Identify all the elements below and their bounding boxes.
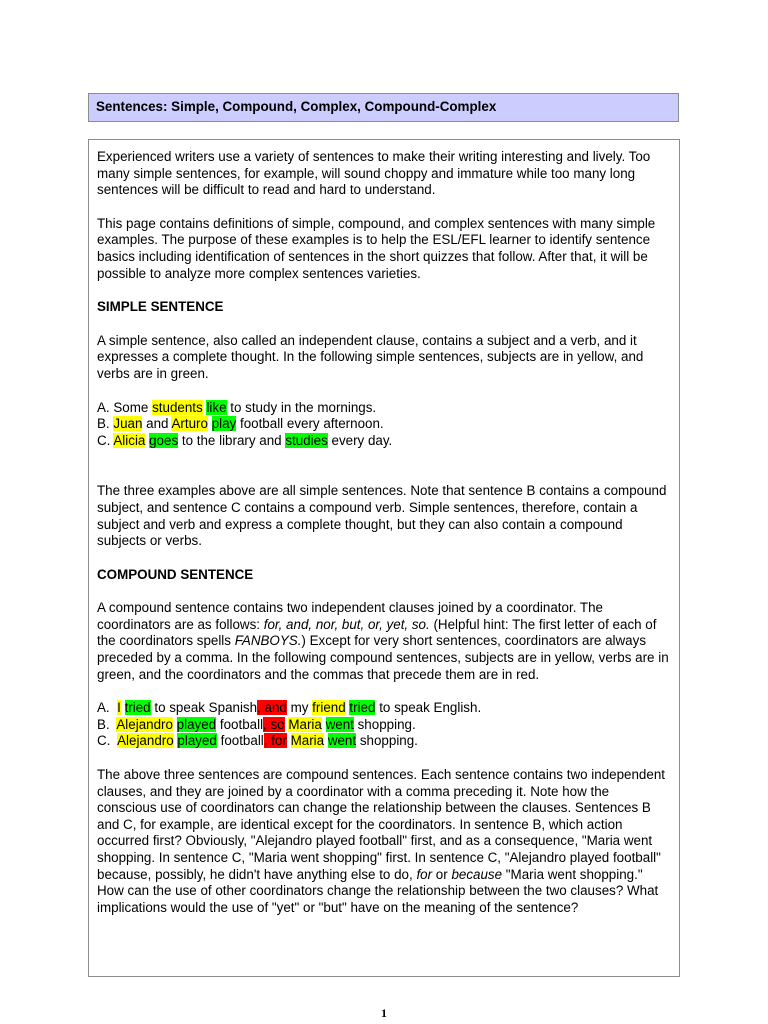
verb-highlight: played bbox=[177, 733, 217, 749]
compound-sentence-heading: COMPOUND SENTENCE bbox=[97, 566, 254, 582]
subject-highlight: Alejandro bbox=[116, 716, 173, 732]
example-text: shopping. bbox=[353, 716, 416, 732]
italic-for: for bbox=[416, 866, 433, 882]
verb-highlight: went bbox=[325, 716, 354, 732]
simple-sentence-heading: SIMPLE SENTENCE bbox=[97, 299, 224, 315]
subject-highlight: Maria bbox=[290, 733, 325, 749]
coordinator-list: for, and, nor, but, or, yet, so. bbox=[263, 616, 430, 632]
title-box bbox=[88, 93, 679, 122]
subject-highlight: Alejandro bbox=[117, 733, 174, 749]
intro-paragraph-2: This page contains definitions of simple, compound, and complex sentences with many simple examples. The purpose of these examples is to help the ESL/EFL learner to identify sentence basics including identification of sentences in the short quizzes that follow. After that, it will be possible to analyze more complex sentences varieties. bbox=[97, 215, 656, 281]
verb-highlight: tried bbox=[124, 700, 151, 716]
example-label: A. bbox=[97, 700, 118, 716]
subject-highlight: I bbox=[117, 700, 121, 716]
coordinator-highlight: , so bbox=[263, 716, 285, 732]
discussion-text: or bbox=[432, 866, 452, 882]
example-label: A. Some bbox=[97, 399, 153, 415]
coordinator-highlight: , for bbox=[263, 733, 287, 749]
subject-highlight: Juan bbox=[113, 416, 143, 432]
compound-example-a bbox=[97, 700, 672, 717]
definition-text: ) Except for very short sentences, coordinators are always preceded by a comma. In the following compound sentences, subjects are in yellow, verbs are in green, and the coordinators and the commas that precede them are in red. bbox=[97, 633, 669, 682]
discussion-text: The above three sentences are compound sentences. Each sentence contains two independent clauses, and they are joined by a coordinator with a comma preceding it. Note how the conscious use of coordinators can change the relationship between the clauses. Sentences B and C, for example, are identical except for the coordinators. In sentence B, which action occurred first? Obviously, "Alejandro played football" first, and as a consequence, "Maria went shopping. In sentence C, "Maria went shopping" first. In sentence C, "Alejandro played football" because, possibly, he didn't have anything else to do, bbox=[97, 767, 665, 882]
example-text: to speak Spanish bbox=[150, 700, 258, 716]
simple-example-a bbox=[97, 400, 672, 417]
example-text: and bbox=[142, 416, 172, 432]
subject-highlight: Maria bbox=[288, 716, 322, 732]
compound-definition bbox=[97, 600, 672, 683]
page-title: Sentences: Simple, Compound, Complex, Compound-Complex bbox=[96, 99, 497, 114]
example-text: my bbox=[286, 700, 313, 716]
simple-example-b bbox=[97, 416, 672, 433]
verb-highlight: played bbox=[176, 716, 217, 732]
subject-highlight: Alicia bbox=[113, 432, 146, 448]
verb-highlight: play bbox=[211, 416, 237, 432]
example-text: football every afternoon. bbox=[236, 416, 384, 432]
intro-paragraph-1: Experienced writers use a variety of sentences to make their writing interesting and lively. Too many simple sentences, for example, will sound choppy and immature while too many long sentences will be difficult to read and hard to understand. bbox=[97, 149, 651, 198]
example-text: football bbox=[216, 733, 264, 749]
example-text: to speak English. bbox=[375, 700, 482, 716]
coordinator-highlight: , and bbox=[257, 700, 287, 716]
compound-example-c bbox=[97, 733, 672, 750]
simple-example-c bbox=[97, 433, 672, 450]
verb-highlight: like bbox=[206, 399, 227, 415]
discussion-text: "Maria went shopping." How can the use of other coordinators change the relationship between the two clauses? What implications would the use of "yet" or "but" have on the meaning of the sentence? bbox=[97, 866, 659, 915]
verb-highlight: studies bbox=[285, 432, 328, 448]
example-label: C. bbox=[97, 733, 118, 749]
verb-highlight: goes bbox=[149, 432, 179, 448]
simple-note: The three examples above are all simple sentences. Note that sentence B contains a compound subject, and sentence C contains a compound verb. Simple sentences, therefore, contain a subject and verb and express a complete thought, but they can also contain a compound subjects or verbs. bbox=[97, 483, 667, 549]
verb-highlight: went bbox=[327, 733, 357, 749]
subject-highlight: friend bbox=[312, 700, 346, 716]
subject-highlight: Arturo bbox=[171, 416, 208, 432]
example-text: to study in the mornings. bbox=[226, 399, 377, 415]
definition-text: A compound sentence contains two independent clauses joined by a coordinator. The coordinators are as follows: bbox=[97, 600, 603, 632]
example-text: shopping. bbox=[356, 733, 418, 749]
example-label: C. bbox=[97, 432, 114, 448]
compound-example-b bbox=[97, 717, 672, 734]
example-text: every day. bbox=[327, 432, 393, 448]
compound-discussion bbox=[97, 767, 672, 916]
example-label: B. bbox=[97, 416, 114, 432]
content bbox=[97, 148, 672, 916]
definition-text: (Helpful hint: The first letter of each of the coordinators spells bbox=[97, 616, 657, 649]
fanboys-term: FANBOYS. bbox=[234, 633, 302, 649]
verb-highlight: tried bbox=[349, 700, 376, 716]
example-label: B. bbox=[97, 716, 117, 732]
subject-highlight: students bbox=[152, 399, 203, 415]
italic-because: because bbox=[451, 866, 503, 882]
page-number: 1 bbox=[381, 1006, 387, 1020]
space bbox=[121, 700, 125, 715]
example-text: to the library and bbox=[178, 432, 286, 448]
simple-definition: A simple sentence, also called an independent clause, contains a subject and a verb, and it expresses a complete thought. In the following simple sentences, subjects are in yellow, and verbs are in green. bbox=[97, 332, 644, 381]
example-text: football bbox=[216, 716, 264, 732]
